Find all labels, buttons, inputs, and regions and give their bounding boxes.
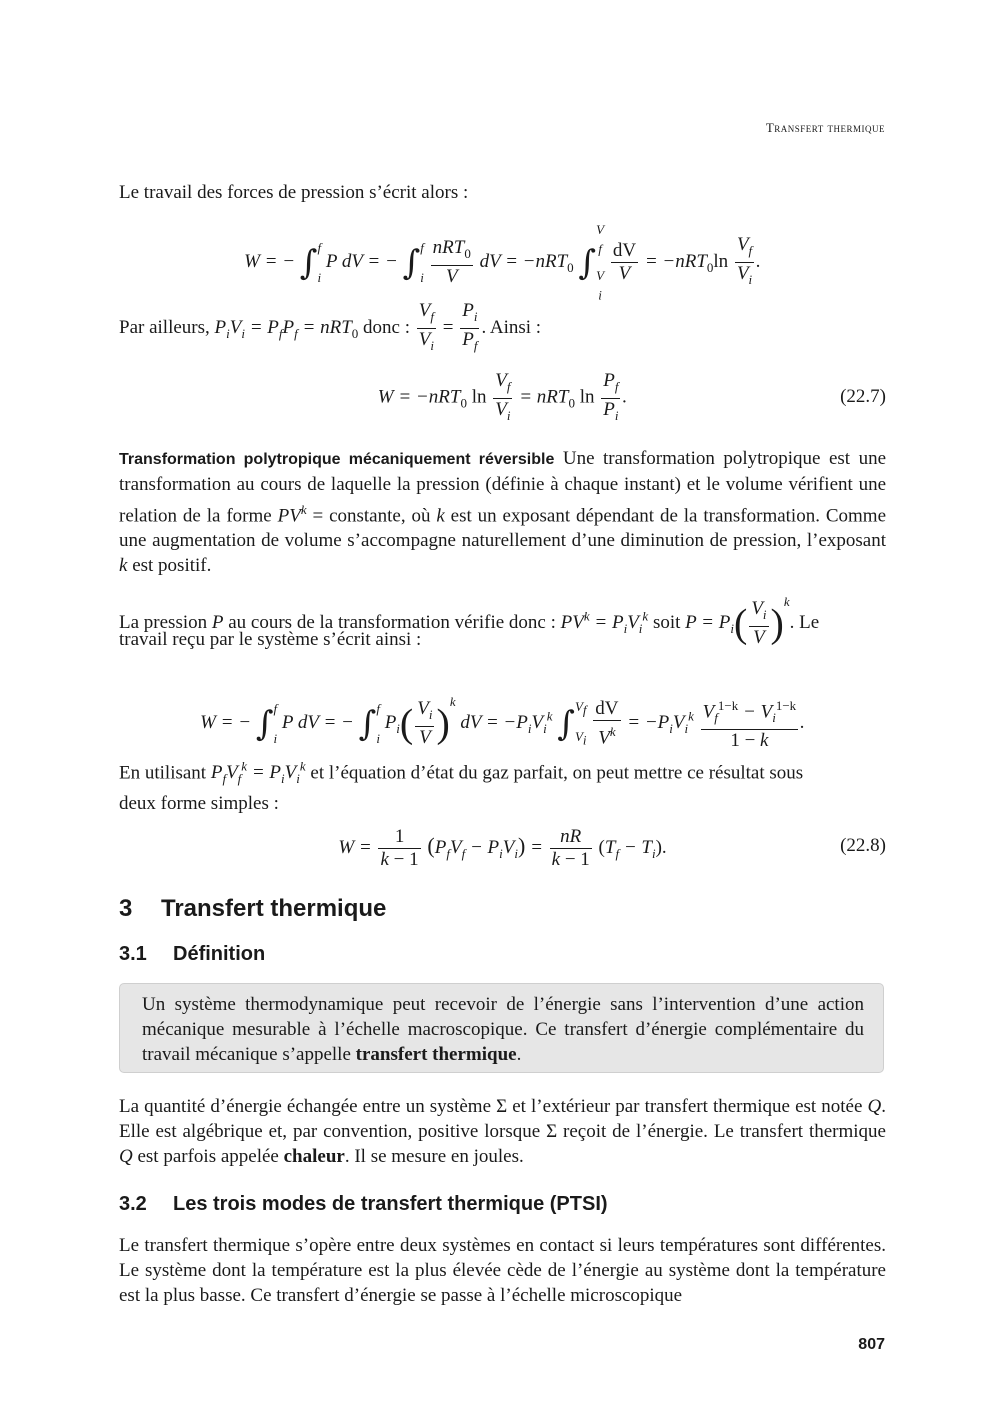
equation-22-7: W = −nRT$_0$ ln $\frac{V_f}{V_i}$ = nRT$_0$ ln $\frac{P_f}{P_i}$ . (22.7) [377, 370, 886, 423]
equation-number: (22.8) [840, 835, 886, 856]
page-number: 807 [858, 1336, 885, 1353]
paragraph-ideal-gas-relation: Par ailleurs, $P_iV_i = P_fP_f = nRT_0$ donc : $\frac{V_f}{V_i}$ = $\frac{P_i}{P_f}$ . Ainsi : [119, 300, 542, 353]
definition-box [119, 983, 884, 1073]
equation-work-polytropic: W = − ∫ f i P dV = − ∫ f i $P_i$( $\frac{V_i}{V}$ )$^k$ dV = $-P_iV_i^k$ ∫ $V_f$ $V_i$ $\frac{dV}{V^k}$ = $-P_iV_i^k$ $\frac{V_f^{1-k} - V_i^{1-k}}{1 - k}$ . [200, 694, 805, 752]
paragraph-run-in-title: Transformation polytropique mécaniquement réversible [119, 451, 555, 468]
definition-text: Un système thermodynamique peut recevoir de l’énergie sans l’intervention d’une action mécanique mesurable à l’échelle macroscopique. Ce transfert d’énergie complémentaire du travail mécanique s’appelle transfert thermique. [142, 994, 864, 1065]
equation-22-8: W = $\frac{1}{k - 1}$ $(P_fV_f - P_iV_i)$ = $\frac{nR}{k - 1}$ $(T_f - T_i)$. (22.8) [119, 818, 886, 874]
paragraph-pressure: La pression P au cours de la transformation vérifie donc : $PV^k = P_iV_i^k$ soit $P = P_i$( $\frac{V_i}{V}$ )$^k$. Le [119, 594, 820, 649]
equation-work-isothermal: W = − ∫ f i P dV = − ∫ f i $\frac{nRT_0}{V}$ dV = −nRT$_0$ ∫ V $_f$ V $_i$ $\frac{dV}{V}$ = −nRT$_0$ln $\frac{V_f}{V_i}$ . [244, 222, 761, 303]
paragraph-polytropic: Transformation polytropique mécaniquement réversible Une transformation polytropique est une transformation au cours de laquelle la pression (définie à chaque instant) et le volume vérifient une relation de la forme $PV^k$ = constante, où k est un exposant dépendant de la transformation. Comme une augmentation de volume s’accompagne naturellement d’une diminution de pression, l’exposant k est positif. [119, 448, 887, 577]
paragraph-heat-quantity: La quantité d’énergie échangée entre un système Σ et l’extérieur par transfert thermique est notée Q. Elle est algébrique et, par convention, positive lorsque Σ reçoit de l’énergie. Le transfert thermique Q est parfois appelée chaleur. Il se mesure en joules. [119, 1096, 886, 1167]
paragraph-work-intro: travail reçu par le système s’écrit ainsi : [119, 629, 422, 650]
paragraph-using-relation: En utilisant $P_fV_f^k = P_iV_i^k$ et l’équation d’état du gaz parfait, on peut mettre ce résultat sous deux forme simples : [119, 759, 804, 815]
subsection-heading-definition: 3.1 Définition [119, 943, 266, 965]
paragraph-transfer-modes: Le transfert thermique s’opère entre deux systèmes en contact si leurs températures sont différentes. Le système dont la température est la plus élevée cède de l’énergie au système dont la température est la plus basse. Ce transfert d’énergie se passe à l’échelle microscopique [119, 1235, 886, 1306]
subsection-heading-modes: 3.2 Les trois modes de transfert thermique (PTSI) [119, 1193, 608, 1215]
paragraph-intro-work: Le travail des forces de pression s’écrit alors : [119, 182, 469, 203]
running-header: Transfert thermique [765, 120, 885, 135]
equation-number: (22.7) [840, 386, 886, 407]
section-heading: 3 Transfert thermique [119, 895, 387, 922]
